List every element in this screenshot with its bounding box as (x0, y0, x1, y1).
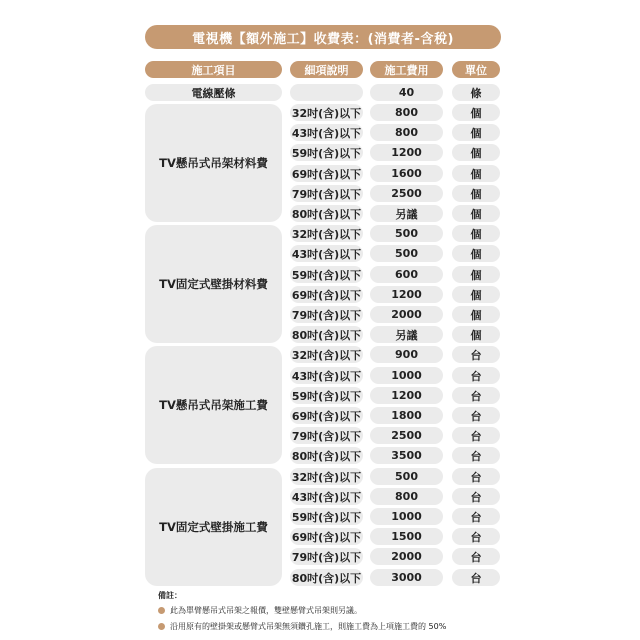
price-cell: 500 (370, 468, 443, 485)
price-cell: 500 (370, 245, 443, 262)
header-unit: 單位 (452, 61, 500, 78)
bullet-icon (158, 623, 165, 630)
detail-cell: 59吋(含)以下 (290, 144, 363, 161)
unit-cell: 個 (452, 326, 500, 343)
detail-cell: 79吋(含)以下 (290, 548, 363, 565)
unit-cell: 台 (452, 569, 500, 586)
detail-cell: 32吋(含)以下 (290, 468, 363, 485)
price-cell: 2000 (370, 306, 443, 323)
unit-cell: 個 (452, 104, 500, 121)
detail-cell: 59吋(含)以下 (290, 508, 363, 525)
unit-cell: 個 (452, 245, 500, 262)
group-label: TV懸吊式吊架材料費 (145, 104, 282, 222)
unit-cell: 個 (452, 266, 500, 283)
unit-cell: 個 (452, 225, 500, 242)
group-label: TV固定式壁掛施工費 (145, 468, 282, 586)
price-cell: 2000 (370, 548, 443, 565)
price-cell: 1200 (370, 286, 443, 303)
unit-cell: 台 (452, 346, 500, 363)
price-cell: 500 (370, 225, 443, 242)
unit-cell: 個 (452, 306, 500, 323)
price-cell: 3500 (370, 447, 443, 464)
note-text: 此為單臂懸吊式吊架之報價，雙壁懸臂式吊架則另議。 (170, 606, 362, 615)
header-item: 施工項目 (145, 61, 282, 78)
unit-cell: 台 (452, 387, 500, 404)
detail-cell: 79吋(含)以下 (290, 185, 363, 202)
unit-cell: 個 (452, 205, 500, 222)
price-cell: 1600 (370, 165, 443, 182)
detail-cell: 69吋(含)以下 (290, 165, 363, 182)
table-title: 電視機【額外施工】收費表：(消費者-含稅) (145, 25, 501, 49)
notes-title: 備註： (158, 591, 182, 600)
header-detail: 細項說明 (290, 61, 363, 78)
detail-cell: 43吋(含)以下 (290, 488, 363, 505)
note-item (158, 621, 446, 632)
detail-cell: 69吋(含)以下 (290, 286, 363, 303)
unit-cell: 台 (452, 548, 500, 565)
detail-cell: 32吋(含)以下 (290, 104, 363, 121)
unit-cell: 個 (452, 124, 500, 141)
unit-cell: 台 (452, 447, 500, 464)
unit-cell: 個 (452, 144, 500, 161)
price-cell: 1000 (370, 367, 443, 384)
note-text: 沿用原有的壁掛架或懸臂式吊架無須鑽孔施工，則施工費為上項施工費的 50% (170, 622, 447, 631)
notes-section (158, 590, 446, 637)
price-cell: 另議 (370, 205, 443, 222)
detail-cell: 43吋(含)以下 (290, 367, 363, 384)
group-label: TV懸吊式吊架施工費 (145, 346, 282, 464)
unit-cell: 台 (452, 528, 500, 545)
price-cell: 1200 (370, 144, 443, 161)
price-cell: 2500 (370, 427, 443, 444)
detail-cell: 79吋(含)以下 (290, 306, 363, 323)
header-price: 施工費用 (370, 61, 443, 78)
price-cell: 900 (370, 346, 443, 363)
unit-cell: 台 (452, 407, 500, 424)
detail-cell: 59吋(含)以下 (290, 266, 363, 283)
unit-cell: 台 (452, 488, 500, 505)
unit-cell: 台 (452, 367, 500, 384)
detail-cell: 43吋(含)以下 (290, 124, 363, 141)
single-row-price: 40 (370, 84, 443, 101)
note-item (158, 605, 446, 616)
price-cell: 1200 (370, 387, 443, 404)
price-cell: 2500 (370, 185, 443, 202)
price-cell: 600 (370, 266, 443, 283)
detail-cell: 79吋(含)以下 (290, 427, 363, 444)
price-cell: 800 (370, 124, 443, 141)
detail-cell: 80吋(含)以下 (290, 326, 363, 343)
detail-cell: 32吋(含)以下 (290, 346, 363, 363)
detail-cell: 80吋(含)以下 (290, 205, 363, 222)
bullet-icon (158, 607, 165, 614)
detail-cell: 59吋(含)以下 (290, 387, 363, 404)
detail-cell: 43吋(含)以下 (290, 245, 363, 262)
price-cell: 3000 (370, 569, 443, 586)
unit-cell: 台 (452, 508, 500, 525)
price-cell: 1500 (370, 528, 443, 545)
single-row-unit: 條 (452, 84, 500, 101)
unit-cell: 個 (452, 185, 500, 202)
group-label: TV固定式壁掛材料費 (145, 225, 282, 343)
detail-cell: 80吋(含)以下 (290, 569, 363, 586)
unit-cell: 台 (452, 468, 500, 485)
detail-cell: 69吋(含)以下 (290, 407, 363, 424)
price-cell: 1000 (370, 508, 443, 525)
price-cell: 800 (370, 488, 443, 505)
price-cell: 1800 (370, 407, 443, 424)
single-row-item: 電線壓條 (145, 84, 282, 101)
unit-cell: 台 (452, 427, 500, 444)
price-cell: 另議 (370, 326, 443, 343)
detail-cell: 32吋(含)以下 (290, 225, 363, 242)
unit-cell: 個 (452, 165, 500, 182)
detail-cell: 80吋(含)以下 (290, 447, 363, 464)
single-row-detail (290, 84, 363, 101)
detail-cell: 69吋(含)以下 (290, 528, 363, 545)
unit-cell: 個 (452, 286, 500, 303)
price-cell: 800 (370, 104, 443, 121)
